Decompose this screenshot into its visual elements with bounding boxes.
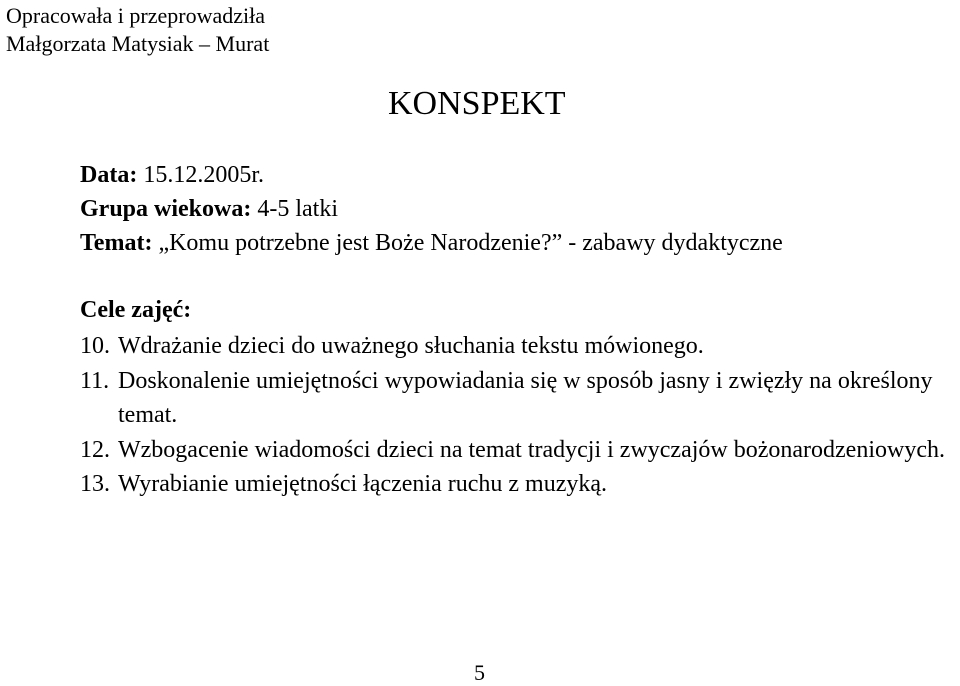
list-item [80,329,960,364]
list-item [80,467,960,502]
date-value: 15.12.2005r. [143,162,264,188]
group-label: Grupa wiekowa: [80,196,252,222]
goal-text: Wyrabianie umiejętności łączenia ruchu z muzyką. [118,471,607,497]
lesson-meta [80,158,783,260]
page-number: 5 [474,660,485,685]
goal-number: 12. [80,436,110,463]
goal-number: 10. [80,333,110,359]
document-title: KONSPEKT [388,85,566,122]
topic-label: Temat: [80,230,153,256]
goals-list [80,329,960,502]
goal-text: Wdrażanie dzieci do uważnego słuchania tekstu mówionego. [118,333,704,359]
topic-row [80,226,783,260]
goal-number: 13. [80,471,110,497]
author-line-1: Opracowała i przeprowadziła [6,3,265,28]
goal-text: Wzbogacenie wiadomości dzieci na temat tradycji i zwyczajów bożonarodzeniowych. [118,436,945,463]
topic-value: „Komu potrzebne jest Boże Narodzenie?” - zabawy dydaktyczne [158,230,783,256]
group-value: 4-5 latki [257,196,338,222]
group-row [80,192,783,226]
goal-number: 11. [80,367,110,394]
goal-text: Doskonalenie umiejętności wypowiadania się w sposób jasny i zwięzły na określony temat. [118,367,933,428]
list-item [80,364,960,433]
goals-heading: Cele zajęć: [80,297,192,323]
author-line-2: Małgorzata Matysiak – Murat [6,31,270,56]
date-label: Data: [80,162,138,188]
list-item [80,433,960,468]
author-header [6,2,269,58]
date-row [80,158,783,192]
